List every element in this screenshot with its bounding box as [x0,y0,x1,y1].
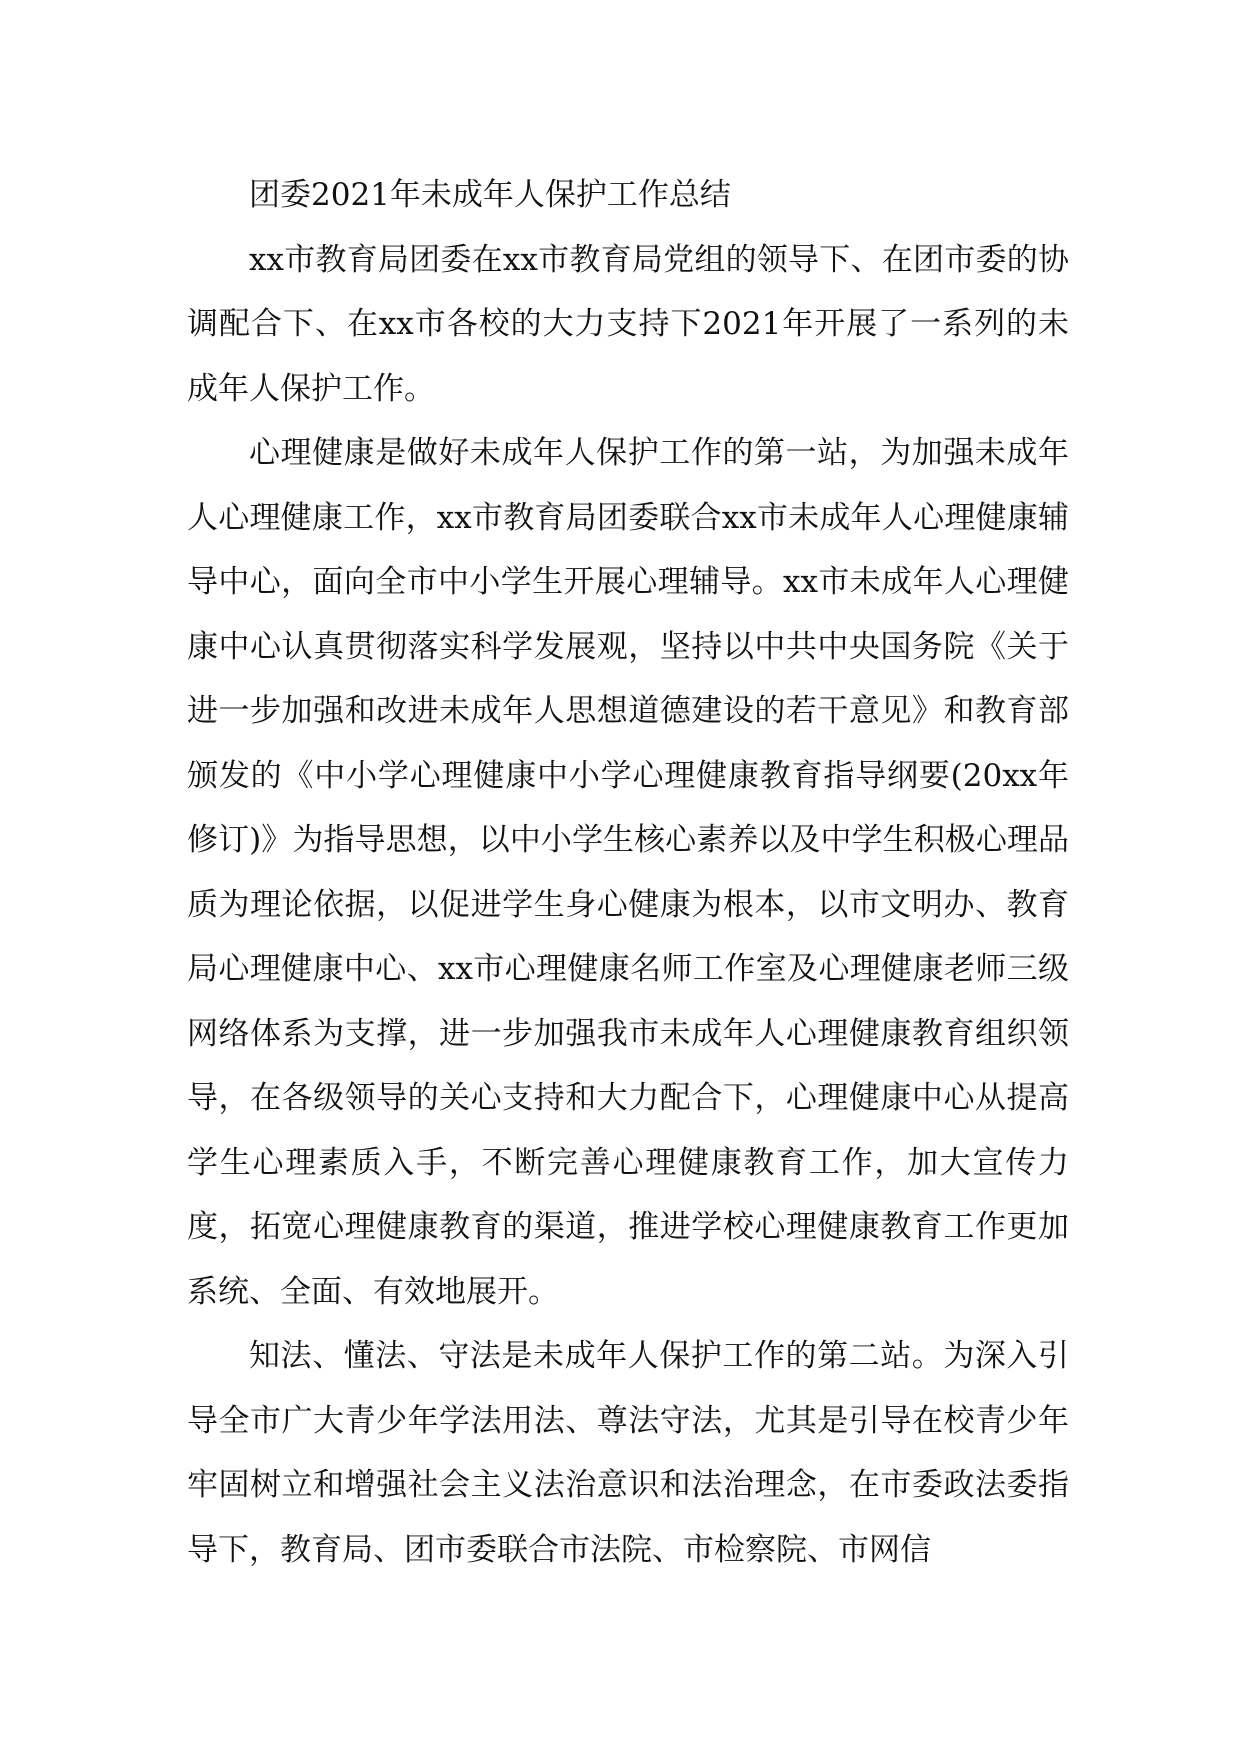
paragraph-mental-health: 心理健康是做好未成年人保护工作的第一站，为加强未成年人心理健康工作，xx市教育局团委联合xx市未成年人心理健康辅导中心，面向全市中小学生开展心理辅导。xx市未成年人心理健康中心认真贯彻落实科学发展观，坚持以中共中央国务院《关于进一步加强和改进未成年人思想道德建设的若干意见》和教育部颁发的《中小学心理健康中小学心理健康教育指导纲要(20xx年修订)》为指导思想，以中小学生核心素养以及中学生积极心理品质为理论依据，以促进学生身心健康为根本，以市文明办、教育局心理健康中心、xx市心理健康名师工作室及心理健康老师三级网络体系为支撑，进一步加强我市未成年人心理健康教育组织领导，在各级领导的关心支持和大力配合下，心理健康中心从提高学生心理素质入手，不断完善心理健康教育工作，加大宣传力度，拓宽心理健康教育的渠道，推进学校心理健康教育工作更加系统、全面、有效地展开。 [187,435,1069,1310]
paragraph-intro: xx市教育局团委在xx市教育局党组的领导下、在团市委的协调配合下、在xx市各校的大力支持下2021年开展了一系列的未成年人保护工作。 [187,241,1069,407]
paragraph-law-education: 知法、懂法、守法是未成年人保护工作的第二站。为深入引导全市广大青少年学法用法、尊法守法，尤其是引导在校青少年牢固树立和增强社会主义法治意识和法治理念，在市委政法委指导下，教育局、团市委联合市法院、市检察院、市网信 [187,1338,1069,1568]
document-body [187,163,1069,1582]
document-title: 团委2021年未成年人保护工作总结 [249,177,731,213]
